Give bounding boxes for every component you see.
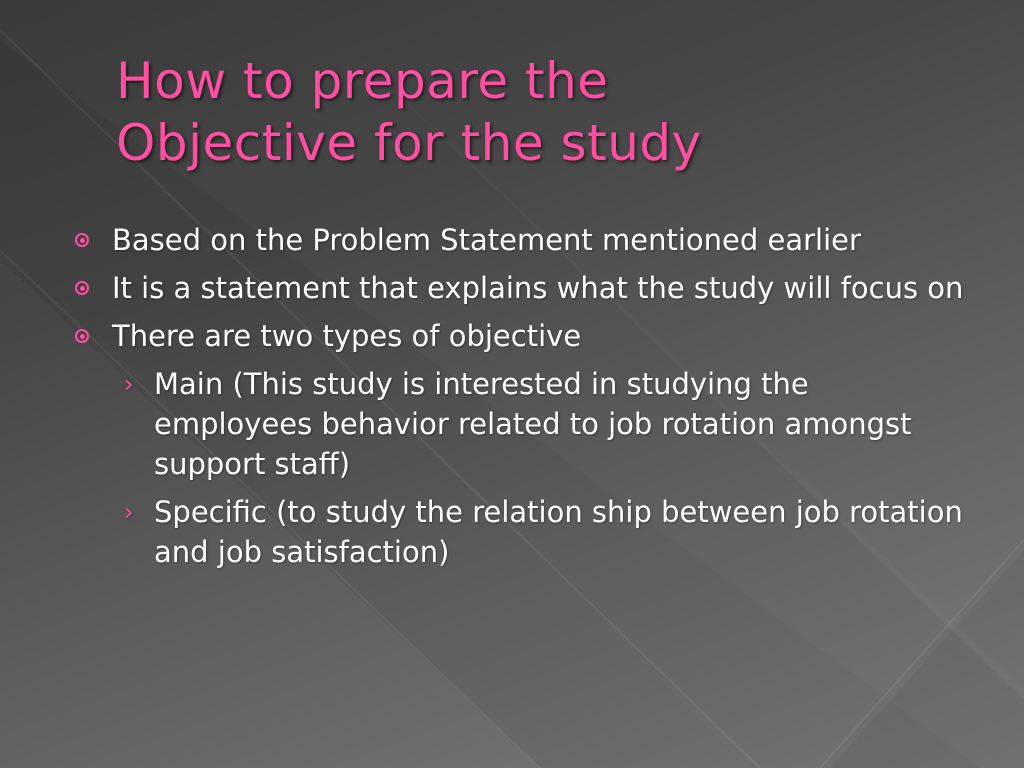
sub-bullet-text: Specific (to study the relation ship between job rotation and job satisfaction) (154, 495, 963, 569)
bullet-text: It is a statement that explains what the study will focus on (112, 271, 964, 305)
chevron-right-icon: › (124, 498, 134, 526)
circle-dot-icon (75, 233, 89, 247)
bullet-item (112, 316, 972, 356)
slide-content (0, 220, 1024, 580)
bullet-text: There are two types of objective (112, 319, 582, 353)
slide-title (116, 50, 976, 174)
circle-dot-icon (75, 329, 89, 343)
bullet-text: Based on the Problem Statement mentioned earlier (112, 223, 861, 257)
chevron-right-icon: › (124, 370, 134, 398)
sub-bullet-item (124, 364, 974, 484)
bullet-item (112, 220, 972, 260)
bullet-item (112, 268, 972, 308)
circle-dot-icon (75, 281, 89, 295)
title-line-1: How to prepare the (116, 52, 609, 110)
title-line-2: Objective for the study (116, 114, 702, 172)
sub-bullet-item (124, 492, 974, 572)
sub-bullet-text: Main (This study is interested in studying the employees behavior related to job rotation amongst support staff) (154, 367, 912, 481)
